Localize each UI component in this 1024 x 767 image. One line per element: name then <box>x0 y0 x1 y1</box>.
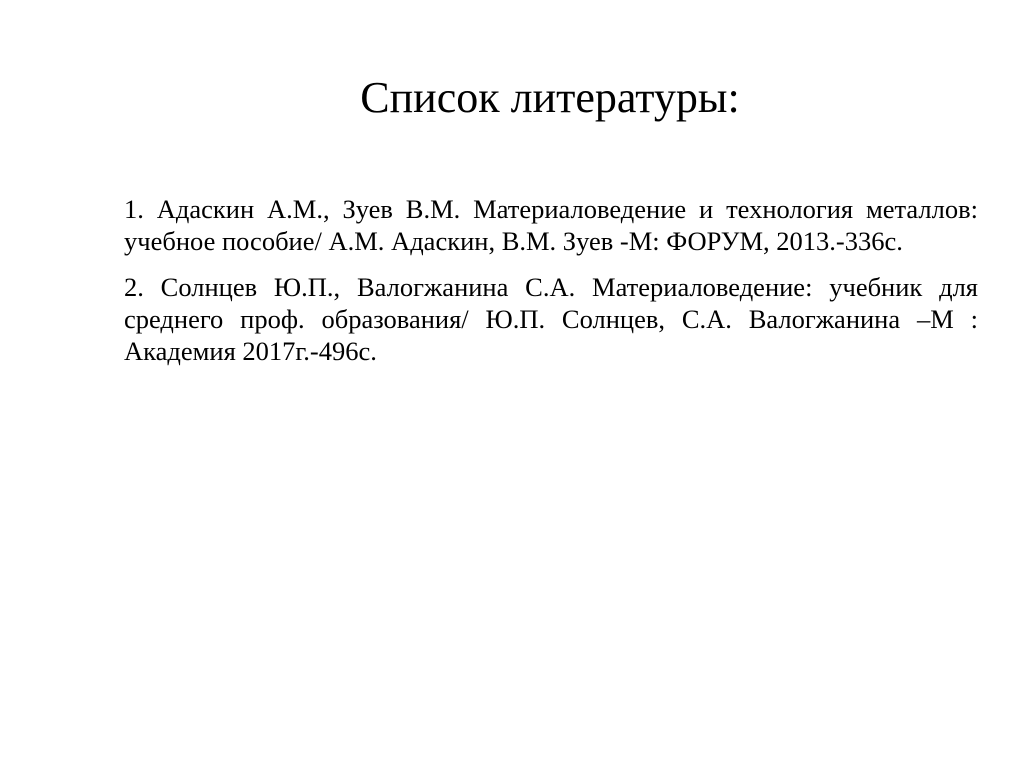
reference-item: 1. Адаскин А.М., Зуев В.М. Материаловедение и технология металлов: учебное пособие/ А.М. Адаскин, В.М. Зуев -М: ФОРУМ, 2013.-336с. <box>124 194 978 256</box>
reference-list <box>124 193 978 381</box>
slide-title: Список литературы: <box>360 73 740 122</box>
reference-item: 2. Солнцев Ю.П., Валогжанина С.А. Материаловедение: учебник для среднего проф. образования/ Ю.П. Солнцев, С.А. Валогжанина –М : Академия 2017г.-496с. <box>124 272 978 366</box>
